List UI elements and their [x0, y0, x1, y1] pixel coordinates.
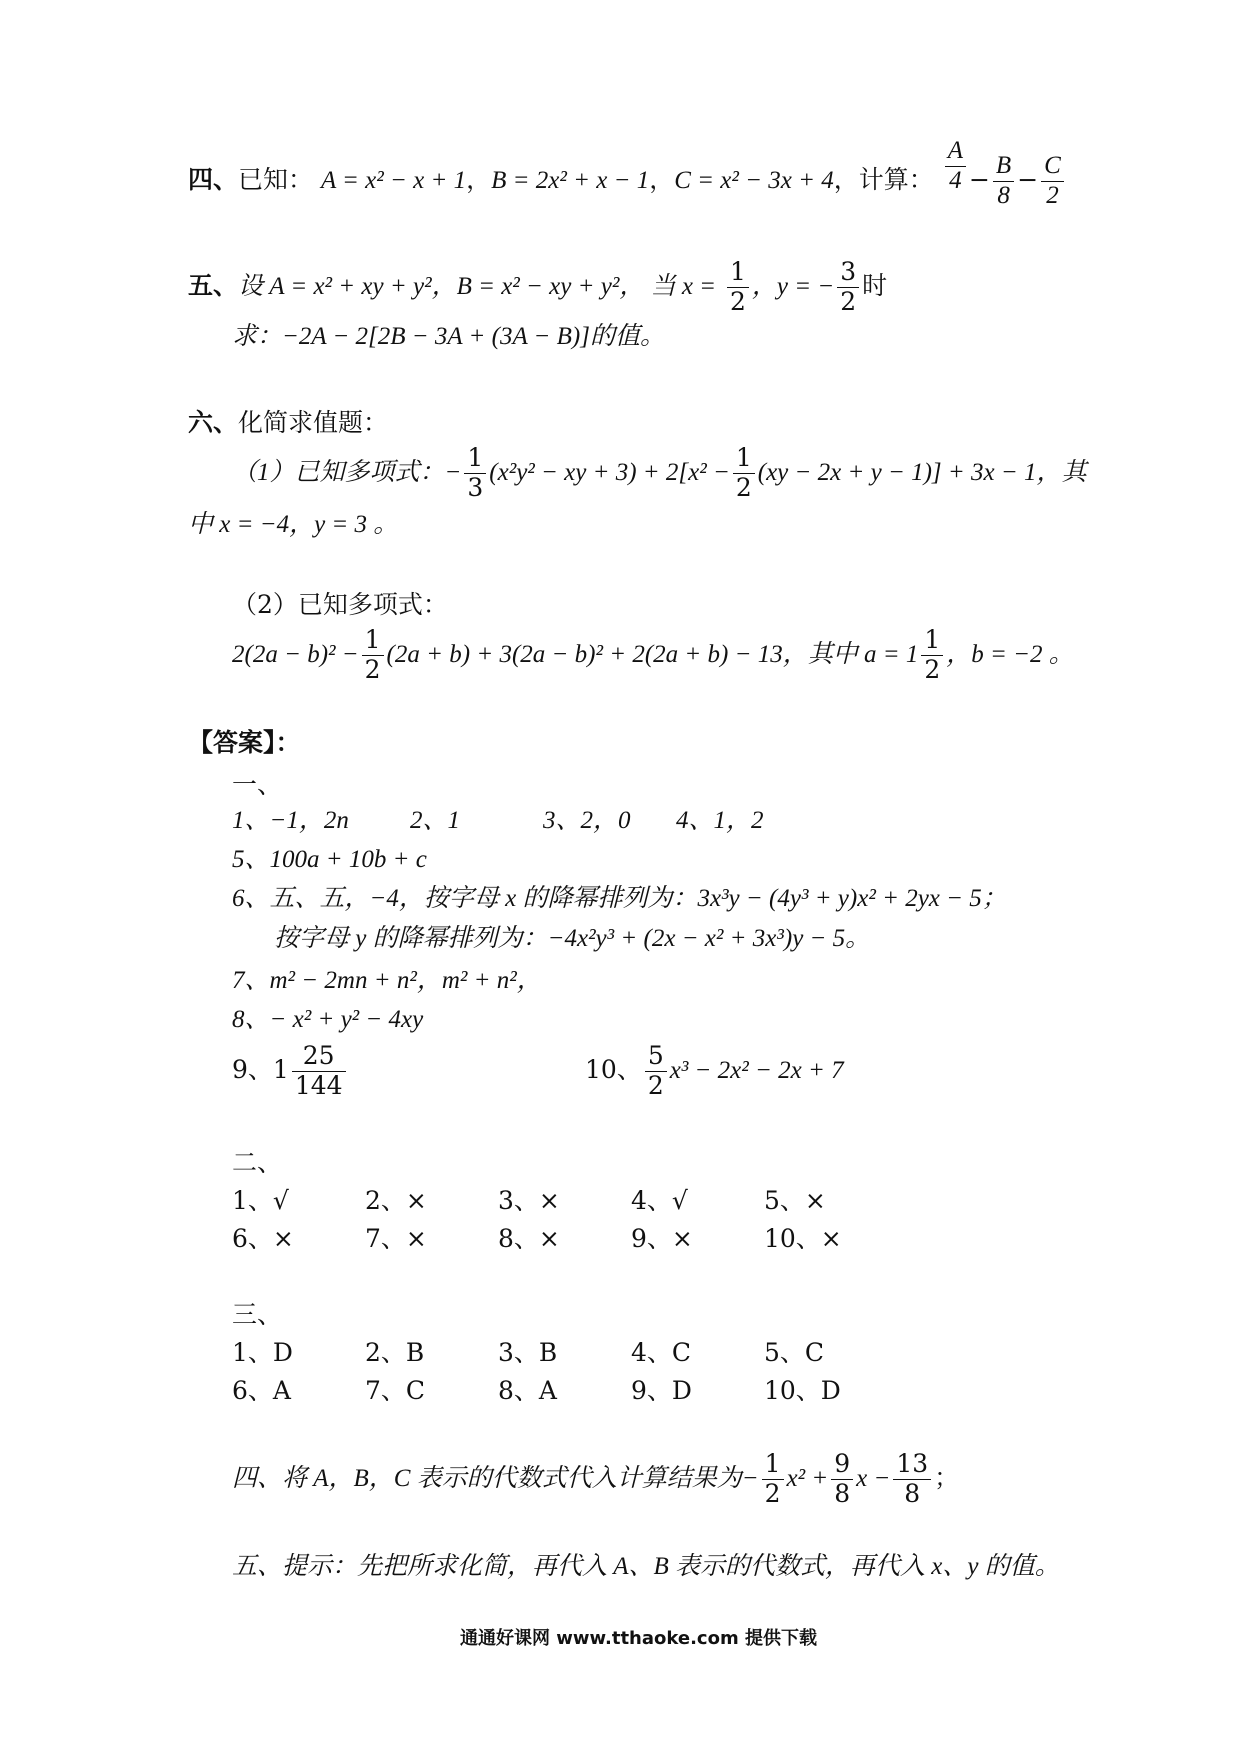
- page-footer: 通通好课网 www.tthaoke.com 提供下载: [460, 1628, 817, 1649]
- fraction-y-value: $\frac{3}{2}$: [837, 258, 859, 317]
- known-text: 已知：: [238, 164, 314, 194]
- answers-section-3-label: 三、: [232, 1300, 283, 1329]
- answer-3-10: 10、D: [764, 1376, 841, 1405]
- answer-1-6-line2: 按字母 y 的降幂排列为：−4x²y³ + (2x − x² + 3x³)y − 5。: [274, 925, 871, 952]
- answer-1-7: 7、m² − 2mn + n²，m² + n²，: [232, 967, 542, 994]
- answer-3-6: 6、A: [232, 1376, 291, 1405]
- a-definition: A = x² − x + 1: [320, 166, 467, 194]
- fraction-one-third: $\frac{1}{3}$: [464, 444, 486, 503]
- fraction-p2-half: $\frac{1}{2}$: [362, 626, 384, 685]
- answers-section-2-label: 二、: [232, 1148, 283, 1177]
- compute-text: 计算：: [858, 164, 934, 194]
- fraction-x-value: $\frac{1}{2}$: [727, 258, 749, 317]
- answer-3-5: 5、C: [764, 1338, 825, 1367]
- fraction-answer-4-2: $\frac{9}{8}$: [831, 1450, 853, 1509]
- answer-1-1: 1、−1，2n: [232, 807, 349, 834]
- question-6-title: 六、化简求值题：: [188, 408, 389, 437]
- answer-2-8: 8、×: [498, 1224, 560, 1253]
- question-6-part2-expression: 2(2a − b)² − $\frac{1}{2}$ (2a + b) + 3(2a − b)² + 2(2a + b) − 13，其中 a = 1 $\frac{1}{2}$ ，b = −2 。: [232, 625, 1074, 684]
- answer-3-7: 7、C: [365, 1376, 426, 1405]
- question-6-label: 六、: [188, 408, 239, 437]
- answer-1-10: 10、 $\frac{5}{2}$ x³ − 2x² − 2x + 7: [585, 1041, 844, 1100]
- answer-1-6-line1: 6、五、五，−4，按字母 x 的降幂排列为：3x³y − (4y³ + y)x² + 2yx − 5；: [232, 885, 1007, 912]
- fraction-answer-4-3: $\frac{13}{8}$: [893, 1450, 931, 1509]
- fraction-one-half: $\frac{1}{2}$: [733, 444, 755, 503]
- answer-2-2: 2、×: [365, 1186, 427, 1215]
- fraction-25-over-144: $\frac{25}{144}$: [292, 1042, 346, 1101]
- question-5: 五、设 A = x² + xy + y²，B = x² − xy + y²， 当 x = $\frac{1}{2}$ ，y = − $\frac{3}{2}$ 时: [188, 257, 888, 316]
- answers-section-1-label: 一、: [232, 770, 283, 799]
- question-6-part2-label: （2）已知多项式：: [232, 590, 448, 619]
- answer-2-5: 5、×: [764, 1186, 826, 1215]
- question-6-part1: （1）已知多项式：− $\frac{1}{3}$ (x²y² − xy + 3) + 2[x² − $\frac{1}{2}$ (xy − 2x + y − 1)] + 3x − 1，其: [232, 443, 1087, 502]
- question-6-part1-line2: 中 x = −4，y = 3 。: [188, 511, 399, 538]
- answer-2-7: 7、×: [365, 1224, 427, 1253]
- answers-heading: 【答案】：: [188, 728, 301, 757]
- answer-3-1: 1、D: [232, 1338, 293, 1367]
- answer-2-9: 9、×: [631, 1224, 693, 1253]
- answer-3-9: 9、D: [631, 1376, 692, 1405]
- fraction-c-over-2: $\frac{C}{2}$: [1041, 152, 1064, 211]
- answer-2-3: 3、×: [498, 1186, 560, 1215]
- fraction-p2-a-value: $\frac{1}{2}$: [921, 626, 943, 685]
- fraction-answer-4-1: $\frac{1}{2}$: [762, 1450, 784, 1509]
- c-definition: C = x² − 3x + 4: [674, 166, 834, 194]
- answer-1-2: 2、1: [410, 807, 461, 834]
- question-5-line2: 求：−2A − 2[2B − 3A + (3A − B)]的值。: [232, 323, 665, 350]
- question-4-label: 四、: [188, 164, 239, 194]
- answer-3-2: 2、B: [365, 1338, 425, 1367]
- answer-4: 四、将 A，B，C 表示的代数式代入计算结果为− $\frac{1}{2}$ x² + $\frac{9}{8}$ x − $\frac{13}{8}$ ；: [232, 1449, 960, 1508]
- answer-3-3: 3、B: [498, 1338, 558, 1367]
- q5-definitions: 设 A = x² + xy + y²，B = x² − xy + y²， 当 x =: [238, 272, 717, 300]
- answer-2-10: 10、×: [764, 1224, 842, 1253]
- question-4: 四、已知： A = x² − x + 1，B = 2x² + x − 1，C = x² − 3x + 4，计算： $\frac{A}{4}$ − $\frac{B}{8}$ − $\frac{C}{2}$: [188, 152, 1067, 211]
- answer-1-8: 8、− x² + y² − 4xy: [232, 1006, 424, 1033]
- b-definition: B = 2x² + x − 1: [491, 166, 650, 194]
- answer-2-6: 6、×: [232, 1224, 294, 1253]
- fraction-b-over-8: $\frac{B}{8}$: [993, 152, 1014, 211]
- answer-5: 五、提示：先把所求化简，再代入 A、B 表示的代数式，再代入 x、y 的值。: [232, 1553, 1060, 1580]
- fraction-5-over-2: $\frac{5}{2}$: [645, 1042, 667, 1101]
- fraction-a-over-4: $\frac{A}{4}$: [945, 137, 966, 196]
- question-5-label: 五、: [188, 270, 239, 300]
- answer-1-5: 5、100a + 10b + c: [232, 846, 427, 873]
- answer-3-8: 8、A: [498, 1376, 557, 1405]
- answer-1-9: 9、1 $\frac{25}{144}$: [232, 1042, 349, 1101]
- answer-3-4: 4、C: [631, 1338, 692, 1367]
- answer-2-1: 1、√: [232, 1186, 289, 1215]
- answer-1-3: 3、2，0: [543, 807, 631, 834]
- answer-1-4: 4、1，2: [676, 807, 764, 834]
- answer-2-4: 4、√: [631, 1186, 688, 1215]
